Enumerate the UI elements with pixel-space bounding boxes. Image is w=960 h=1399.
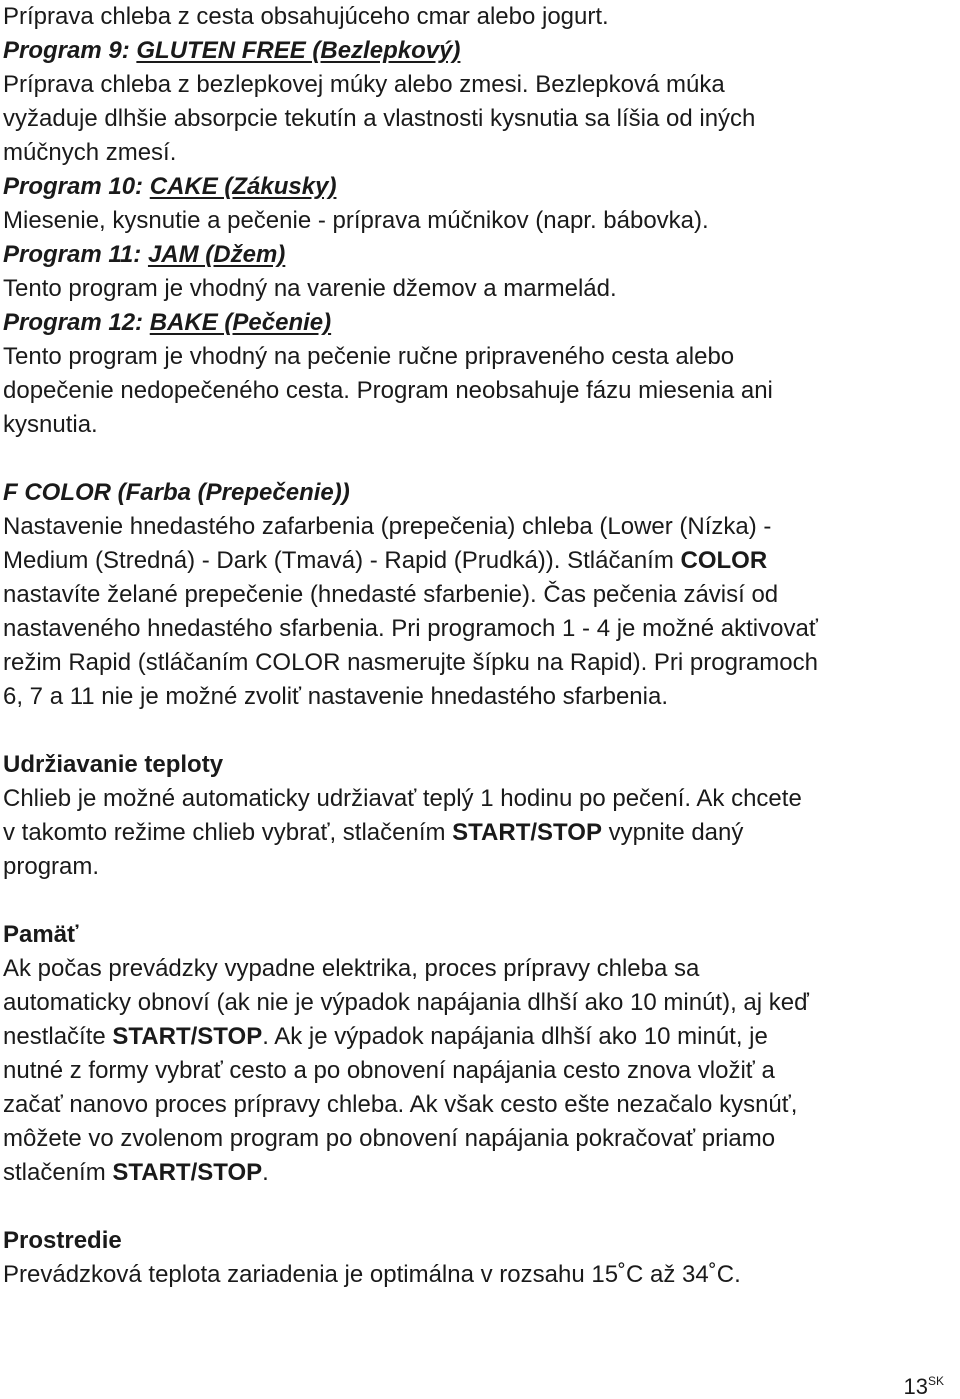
spacer bbox=[3, 442, 953, 476]
spacer bbox=[3, 884, 953, 918]
text-line: nastavíte želané prepečenie (hnedasté sfarbenie). Čas pečenia závisí od bbox=[3, 581, 779, 608]
program-name: JAM (Džem) bbox=[147, 241, 286, 268]
text-line: nutné z formy vybrať cesto a po obnovení napájania cesto znova vložiť a bbox=[3, 1057, 775, 1084]
text-line: Príprava chleba z cesta obsahujúceho cmar alebo jogurt. bbox=[3, 3, 609, 30]
environment-heading: Prostredie bbox=[3, 1227, 122, 1254]
color-button-ref: COLOR bbox=[680, 547, 768, 574]
text-line: 6, 7 a 11 nie je možné zvoliť nastavenie hnedastého sfarbenia. bbox=[3, 683, 668, 710]
text-line: Miesenie, kysnutie a pečenie - príprava múčnikov (napr. bábovka). bbox=[3, 207, 709, 234]
text-span: vypnite daný bbox=[601, 819, 744, 846]
keep-warm-heading: Udržiavanie teploty bbox=[3, 751, 224, 778]
text-line: Príprava chleba z bezlepkovej múky alebo zmesi. Bezlepková múka bbox=[3, 71, 725, 98]
page-number-value: 13 bbox=[903, 1374, 928, 1399]
program-name: BAKE (Pečenie) bbox=[149, 309, 332, 336]
program-10-heading bbox=[3, 170, 953, 204]
program-number: Program 12: bbox=[3, 309, 144, 336]
program-number: Program 9: bbox=[3, 37, 130, 64]
program-number: Program 10: bbox=[3, 173, 144, 200]
text-span: . bbox=[262, 1159, 269, 1186]
text-line: nastaveného hnedastého sfarbenia. Pri programoch 1 - 4 je možné aktivovať bbox=[3, 615, 818, 642]
text-line: Tento program je vhodný na pečenie ručne pripraveného cesta alebo bbox=[3, 343, 735, 370]
text-line: program. bbox=[3, 853, 100, 880]
start-stop-ref: START/STOP bbox=[112, 1159, 263, 1186]
text-line: Chlieb je možné automaticky udržiavať teplý 1 hodinu po pečení. Ak chcete bbox=[3, 785, 802, 812]
program-12-heading bbox=[3, 306, 953, 340]
text-line: kysnutia. bbox=[3, 411, 98, 438]
text-span: . Ak je výpadok napájania dlhší ako 10 minút, je bbox=[262, 1023, 768, 1050]
program-number: Program 11: bbox=[3, 241, 142, 268]
text-line: múčnych zmesí. bbox=[3, 139, 177, 166]
start-stop-ref: START/STOP bbox=[112, 1023, 263, 1050]
text-span: nestlačíte bbox=[3, 1023, 113, 1050]
spacer bbox=[3, 1190, 953, 1224]
language-code: SK bbox=[927, 1374, 944, 1388]
text-line: začať nanovo proces prípravy chleba. Ak však cesto ešte nezačalo kysnúť, bbox=[3, 1091, 798, 1118]
text-line: Ak počas prevádzky vypadne elektrika, proces prípravy chleba sa bbox=[3, 955, 700, 982]
text-line: režim Rapid (stláčaním COLOR nasmerujte šípku na Rapid). Pri programoch bbox=[3, 649, 818, 676]
text-line: vyžaduje dlhšie absorpcie tekutín a vlastnosti kysnutia sa líšia od iných bbox=[3, 105, 756, 132]
text-line: Prevádzková teplota zariadenia je optimálna v rozsahu 15˚C až 34˚C. bbox=[3, 1261, 741, 1288]
text-line: Tento program je vhodný na varenie džemov a marmelád. bbox=[3, 275, 617, 302]
text-span: Medium (Stredná) - Dark (Tmavá) - Rapid (Prudká)). Stláčaním bbox=[3, 547, 681, 574]
text-line bbox=[3, 1156, 953, 1190]
spacer bbox=[3, 714, 953, 748]
program-name: GLUTEN FREE (Bezlepkový) bbox=[136, 37, 461, 64]
manual-page bbox=[3, 0, 953, 1292]
text-line: Nastavenie hnedastého zafarbenia (prepečenia) chleba (Lower (Nízka) - bbox=[3, 513, 772, 540]
text-line: automaticky obnoví (ak nie je výpadok napájania dlhší ako 10 minút), aj keď bbox=[3, 989, 809, 1016]
text-line: dopečenie nedopečeného cesta. Program neobsahuje fázu miesenia ani bbox=[3, 377, 773, 404]
color-section-heading: F COLOR (Farba (Prepečenie)) bbox=[3, 479, 350, 506]
memory-heading: Pamäť bbox=[3, 921, 79, 948]
text-line: môžete vo zvolenom program po obnovení napájania pokračovať priamo bbox=[3, 1125, 776, 1152]
text-line bbox=[3, 1020, 953, 1054]
text-span: stlačením bbox=[3, 1159, 113, 1186]
start-stop-ref: START/STOP bbox=[452, 819, 602, 846]
text-line bbox=[3, 816, 953, 850]
program-11-heading bbox=[3, 238, 953, 272]
program-9-heading bbox=[3, 34, 953, 68]
text-span: v takomto režime chlieb vybrať, stlačením bbox=[3, 819, 453, 846]
text-line bbox=[3, 544, 953, 578]
program-name: CAKE (Zákusky) bbox=[149, 173, 337, 200]
